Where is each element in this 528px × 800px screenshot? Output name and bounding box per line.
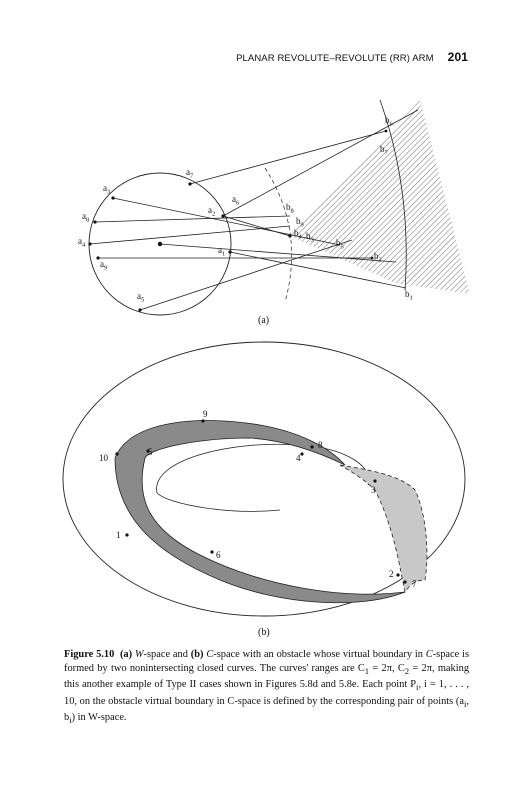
- caption-sub-2: 2: [404, 666, 410, 677]
- caption-seg-11: , i = 1, . . . , 10, on the obstacle virtual boundary in C-space is defined by the corresponding pair of points (a: [64, 679, 469, 707]
- caption-part-a: (a): [119, 649, 135, 660]
- label-b9: $b_9$: [296, 216, 304, 229]
- label-b3: $b_3$: [306, 231, 314, 244]
- label-a1: $a_1$: [218, 245, 226, 258]
- figure-b: [0, 330, 528, 640]
- caption-figure-number: Figure 5.10: [64, 649, 115, 660]
- figure-a: [0, 0, 528, 330]
- caption-sub-3: i: [416, 682, 419, 693]
- caption-sub-5: i: [69, 715, 72, 726]
- label-b8: $b_8$: [286, 202, 294, 215]
- label-p7: 7: [412, 579, 417, 589]
- caption-c1: C: [206, 649, 214, 660]
- label-a6: $a_6$: [232, 194, 240, 207]
- page-number: 201: [447, 50, 468, 64]
- obstacle-band-back: [340, 465, 427, 592]
- label-p6: 6: [216, 550, 221, 560]
- caption-seg-12: , b: [64, 695, 469, 724]
- label-b4: $b_4$: [294, 228, 302, 241]
- label-p5: 5: [148, 447, 153, 457]
- caption-seg-10: = 2π, making this another example of Type II cases shown in Figures 5.8d and 5.8e. Each point P: [64, 663, 470, 691]
- figure-caption: [64, 648, 469, 727]
- label-a8: $a_8$: [82, 211, 90, 224]
- torus-hole: [157, 444, 370, 493]
- label-a2: $a_2$: [208, 205, 216, 218]
- label-p1: 1: [116, 530, 121, 540]
- label-p3: 3: [371, 485, 376, 495]
- label-a3: $a_3$: [103, 183, 111, 196]
- label-b5: $b_5$: [336, 238, 344, 251]
- label-b2: $b_2$: [374, 251, 382, 264]
- caption-sub-4: i: [463, 698, 467, 709]
- label-a4: $a_4$: [78, 236, 86, 249]
- panel-label-b: (b): [258, 627, 270, 638]
- running-title: PLANAR REVOLUTE–REVOLUTE (RR) ARM: [236, 53, 434, 64]
- caption-seg-3: -space and: [143, 649, 191, 660]
- label-p9: 9: [203, 409, 208, 419]
- label-p8: 8: [318, 440, 323, 450]
- torus-hole-lower: [157, 493, 280, 511]
- label-p2: 2: [389, 569, 394, 579]
- label-b7: $b_7$: [380, 144, 388, 157]
- caption-seg-6: -space with an obstacle whose virtual boundary in: [213, 649, 426, 660]
- caption-seg-9: = 2π, C: [369, 663, 405, 675]
- obstacle-region: [290, 100, 470, 294]
- label-p4: 4: [296, 453, 301, 463]
- label-p10: 10: [99, 453, 108, 463]
- label-a5: $a_5$: [137, 291, 145, 304]
- label-a7: $a_7$: [186, 167, 194, 180]
- caption-c2: C: [425, 649, 433, 660]
- caption-seg-13: ) in W-space.: [71, 712, 127, 724]
- label-b1: $b_1$: [405, 289, 413, 302]
- caption-part-b: (b): [190, 649, 207, 660]
- label-a9: $a_9$: [100, 259, 108, 272]
- label-b6: $b_6$: [385, 115, 393, 128]
- panel-label-a: (a): [258, 315, 270, 326]
- caption-sub-1: 1: [364, 666, 370, 677]
- caption-w: W: [134, 649, 144, 660]
- caption-seg-8: -space is formed by two nonintersecting closed curves. The curves' ranges are C: [64, 649, 470, 675]
